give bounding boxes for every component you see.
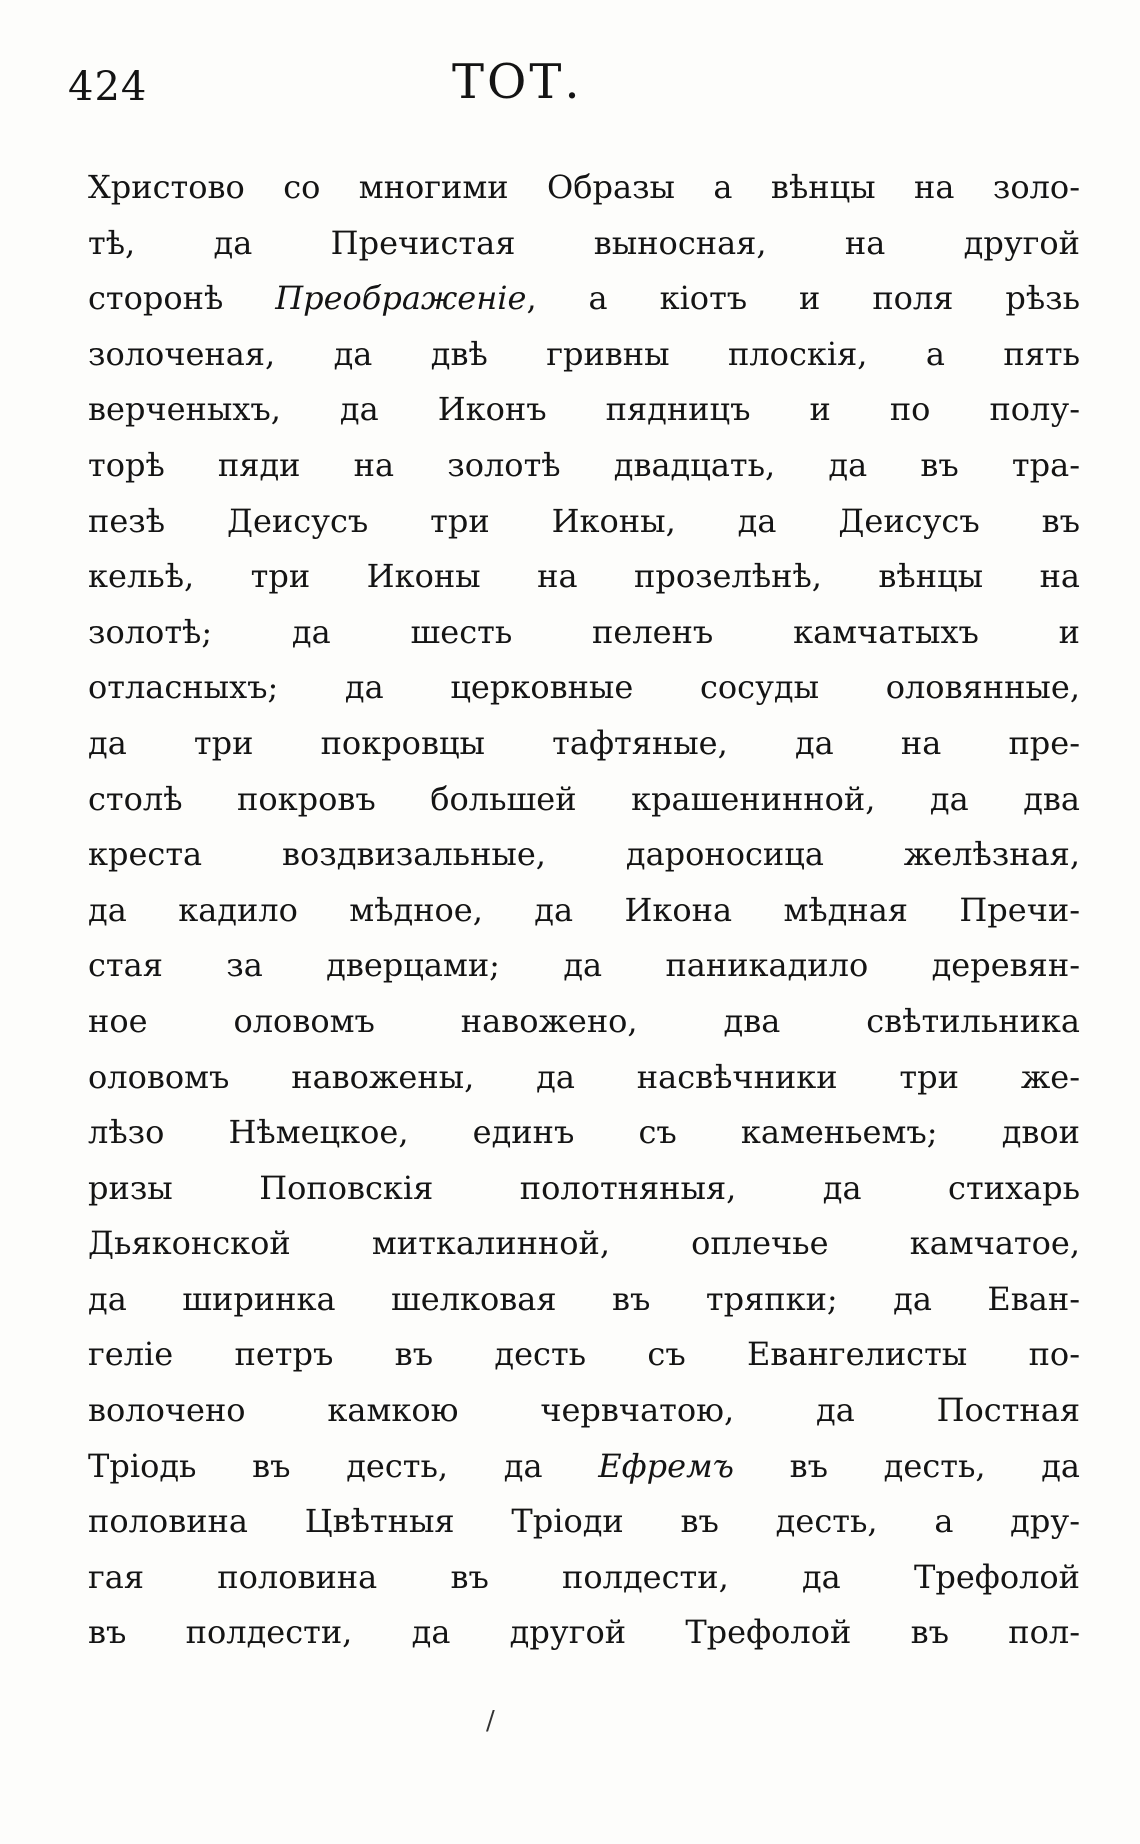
text-line: верченыхъ, да Иконъ пядницъ и по полу- [88,390,1080,429]
page-number: 424 [68,64,148,110]
text-line: кельѣ, три Иконы на прозелѣнѣ, вѣнцы на [88,557,1080,596]
text-line: въ полдести, да другой Трефолой въ пол- [88,1613,1080,1652]
text-line: сторонѣ Преображеніе, а кіотъ и поля рѣзь [88,279,1080,318]
text-line: Христово со многими Образы а вѣнцы на золо- [88,168,1080,206]
text-line: волочено камкою червчатою, да Постная [88,1391,1080,1430]
body-text [88,160,1080,1661]
text-line: оловомъ навожены, да насвѣчники три же- [88,1057,1080,1096]
text-line: золотѣ; да шесть пеленъ камчатыхъ и [88,612,1080,651]
text-line: Дьяконской миткалинной, оплечье камчатое, [88,1224,1080,1263]
text-line: половина Цвѣтныя Тріоди въ десть, а дру- [88,1502,1080,1541]
text-line: стая за дверцами; да паникадило деревян- [88,946,1080,985]
text-line: пезѣ Деисусъ три Иконы, да Деисусъ въ [88,501,1080,540]
italic-term: Преображеніе [275,279,527,318]
text-line: золоченая, да двѣ гривны плоскія, а пять [88,334,1080,373]
stray-mark: / [486,1706,495,1736]
italic-term: Ефремъ [598,1446,734,1485]
text-line: торѣ пяди на золотѣ двадцать, да въ тра- [88,445,1080,484]
text-line: ризы Поповскія полотняныя, да стихарь [88,1168,1080,1207]
text-line: гая половина въ полдести, да Трефолой [88,1557,1080,1596]
text-line: Тріодь въ десть, да Ефремъ въ десть, да [88,1446,1080,1485]
text-line: тѣ, да Пречистая выносная, на другой [88,223,1080,262]
text-line: отласныхъ; да церковные сосуды оловянные, [88,668,1080,707]
running-head: ТОТ. [452,54,583,110]
text-line: геліе петръ въ десть съ Евангелисты по- [88,1335,1080,1374]
text-line: креста воздвизальные, дароносица желѣзная, [88,835,1080,874]
text-line: да ширинка шелковая въ тряпки; да Еван- [88,1279,1080,1318]
text-line: ное оловомъ навожено, два свѣтильника [88,1001,1080,1040]
text-line: да три покровцы тафтяные, да на пре- [88,723,1080,762]
text-line: да кадило мѣдное, да Икона мѣдная Пречи- [88,890,1080,929]
text-line: столѣ покровъ большей крашенинной, да два [88,779,1080,818]
text-line: лѣзо Нѣмецкое, единъ съ каменьемъ; двои [88,1113,1080,1152]
